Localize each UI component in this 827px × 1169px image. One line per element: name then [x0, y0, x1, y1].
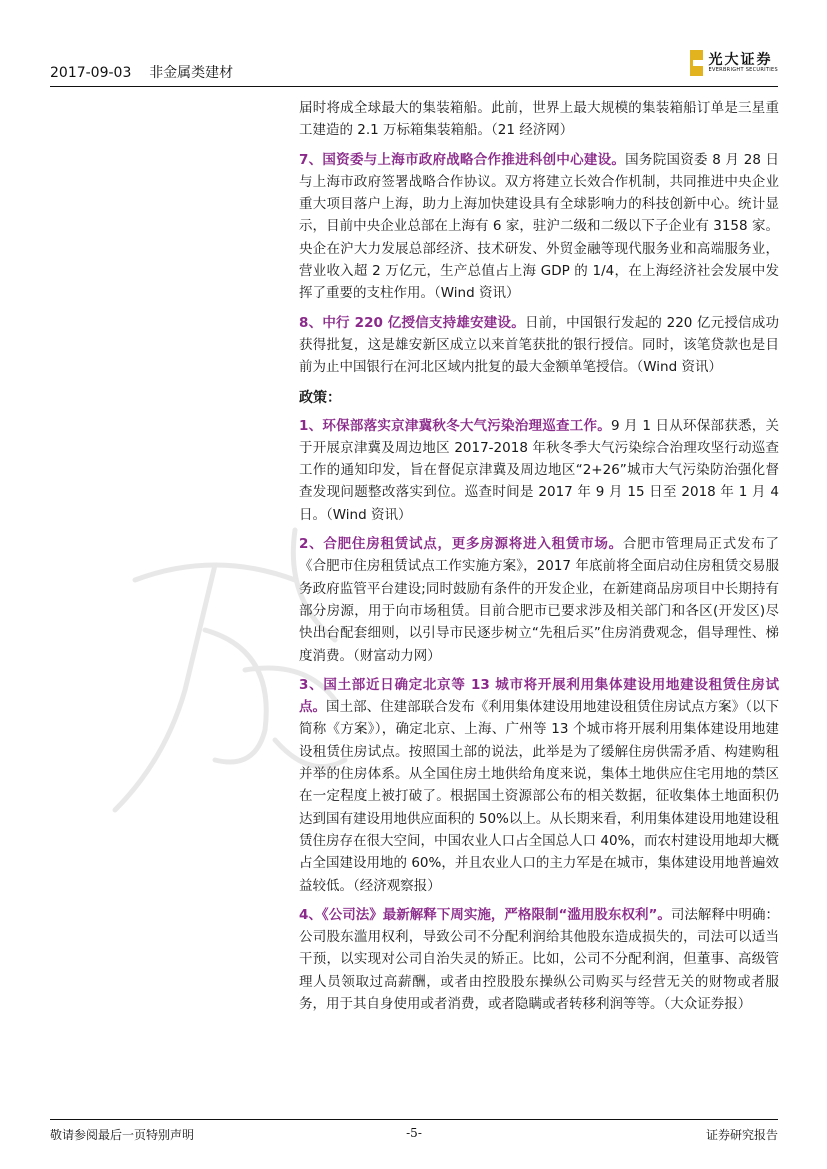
- header-date: 2017-09-03: [50, 65, 132, 81]
- policy-paragraph: [299, 533, 779, 667]
- policy-paragraph-headline: 4、《公司法》最新解释下周实施，严格限制“滥用股东权利”。: [299, 906, 671, 923]
- policy-paragraph: [299, 904, 779, 1015]
- policy-paragraph-headline: 1、环保部落实京津冀秋冬大气污染治理巡查工作。: [299, 417, 611, 434]
- news-paragraph-headline: 8、中行 220 亿授信支持雄安建设。: [299, 314, 525, 331]
- footer-divider: [50, 1119, 778, 1120]
- policy-paragraph-headline: 3、国土部近日确定北京等 13 城市将开展利用集体建设用地建设租赁住房试点。: [299, 676, 779, 716]
- policy-paragraph-body: 9 月 1 日从环保部获悉，关于开展京津冀及周边地区 2017-2018 年秋冬季大气污染综合治理攻坚行动巡查工作的通知印发，旨在督促京津冀及周边地区“2+26”城市大气污染防治强化督查发现问题整改落实到位。巡查时间是 2017 年 9 月 15 日至 2018 年 1 月 4 日。（Wind 资讯）: [299, 417, 779, 523]
- footer-disclaimer: 敬请参阅最后一页特别声明: [50, 1128, 195, 1142]
- footer-report-type: 证券研究报告: [705, 1128, 778, 1142]
- news-paragraph: [299, 149, 779, 305]
- logo-chinese-name: 光大证券: [708, 51, 773, 68]
- logo-mark-icon: [690, 50, 703, 76]
- header-divider: [50, 86, 778, 87]
- header-text: [50, 62, 233, 82]
- news-paragraph-body: 届时将成全球最大的集装箱船。此前，世界上最大规模的集装箱船订单是三星重工建造的 2.1 万标箱集装箱船。（21 经济网）: [299, 100, 779, 139]
- policy-paragraph: [299, 674, 779, 897]
- logo-english-name: EVERBRIGHT SECURITIES: [708, 66, 778, 73]
- main-content: [299, 97, 779, 1022]
- news-paragraph-headline: 7、国资委与上海市政府战略合作推进科创中心建设。: [299, 151, 626, 168]
- news-paragraph: [299, 312, 779, 379]
- news-list: [299, 97, 779, 379]
- company-logo: [690, 50, 778, 76]
- news-paragraph-body: 日前，中国银行发起的 220 亿元授信成功获得批复，这是雄安新区成立以来首笔获批的银行授信。同时，该笔贷款也是目前为止中国银行在河北区域内批复的最大金额单笔授信。（Wind 资讯）: [299, 314, 779, 376]
- header-category: 非金属类建材: [149, 65, 234, 81]
- policy-paragraph-headline: 2、合肥住房租赁试点，更多房源将进入租赁市场。: [299, 536, 623, 553]
- policy-list: [299, 415, 779, 1016]
- policy-paragraph-body: 司法解释中明确：公司股东滥用权利，导致公司不分配利润给其他股东造成损失的，司法可以适当干预，以实现对公司自治失灵的矫正。比如，公司不分配利润，但董事、高级管理人员领取过高薪酬，或者由控股股东操纵公司购买与经营无关的财物或者服务，用于其自身使用或者消费，或者隐瞒或者转移利润等等。（大众证券报）: [299, 906, 780, 1012]
- policy-paragraph-body: 国土部、住建部联合发布《利用集体建设用地建设租赁住房试点方案》（以下简称《方案》），确定北京、上海、广州等 13 个城市将开展利用集体建设用地建设租赁住房试点。按照国土部的说法，此举是为了缓解住房供需矛盾、构建购租并举的住房体系。从全国住房土地供给角度来说，集体土地供应住宅用地的禁区在一定程度上被打破了。根据国土资源部公布的相关数据，征收集体土地面积仍达到国有建设用地供应面积的 50%以上。从长期来看，利用集体建设用地建设租赁住房存在很大空间，中国农业人口占全国总人口 40%，而农村建设用地却大概占全国建设用地的 60%，并且农业人口的主力军是在城市，集体建设用地普遍效益较低。（经济观察报）: [299, 699, 780, 894]
- policy-section-title: 政策：: [299, 389, 341, 406]
- page-number: -5-: [406, 1126, 422, 1140]
- policy-paragraph: [299, 415, 779, 526]
- policy-paragraph-body: 合肥市管理局正式发布了《合肥市住房租赁试点工作实施方案》，2017 年底前将全面启动住房租赁交易服务政府监管平台建设;同时鼓励有条件的开发企业，在新建商品房项目中长期持有部分房源，用于向市场租赁。目前合肥市已要求涉及相关部门和各区(开发区)尽快出台配套细则，以引导市民逐步树立“先租后买”住房消费观念，倡导理性、梯度消费。（财富动力网）: [299, 536, 779, 664]
- news-paragraph-body: 国务院国资委 8 月 28 日与上海市政府签署战略合作协议。双方将建立长效合作机制，共同推进中央企业重大项目落户上海，助力上海加快建设具有全球影响力的科技创新中心。统计显示，目前中央企业总部在上海有 6 家，驻沪二级和二级以下子企业有 3158 家。央企在沪大力发展总部经济、技术研发、外贸金融等现代服务业和高端服务业，营业收入超 2 万亿元，生产总值占上海 GDP 的 1/4，在上海经济社会发展中发挥了重要的支柱作用。（Wind 资讯）: [299, 151, 779, 302]
- news-paragraph: [299, 97, 779, 142]
- page-header: [50, 51, 778, 82]
